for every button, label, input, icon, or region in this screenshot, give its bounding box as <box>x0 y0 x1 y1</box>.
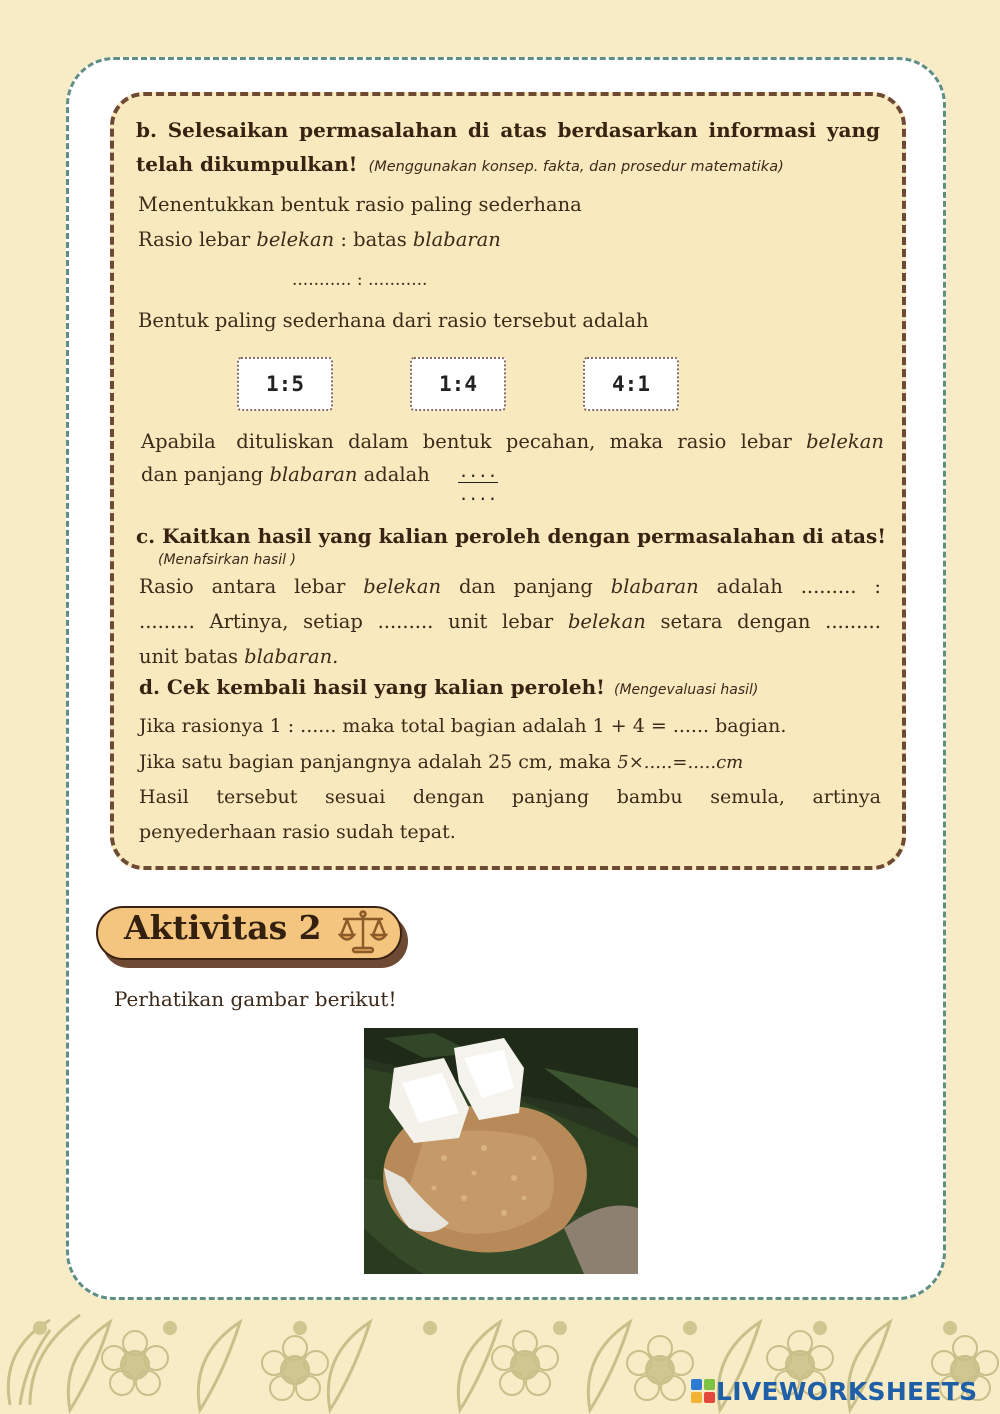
word: dengan <box>412 786 485 808</box>
word: pecahan, <box>505 430 596 453</box>
word: lebar <box>740 430 792 453</box>
liveworksheets-logo[interactable] <box>690 1374 977 1408</box>
word: yang <box>826 118 880 142</box>
term-blabaran: blabaran. <box>244 645 339 668</box>
text: Rasio lebar <box>138 228 257 251</box>
option-ratio-4-1[interactable]: 4:1 <box>583 357 679 411</box>
word: belekan <box>363 575 442 598</box>
activity-title: Aktivitas 2 <box>124 908 322 947</box>
section-d-heading-row <box>139 675 758 699</box>
section-d-note: (Mengevaluasi hasil) <box>614 682 759 698</box>
section-b-heading-line1 <box>136 118 880 142</box>
ratio-answer-blank[interactable]: ........... : ........... <box>292 270 428 290</box>
option-ratio-1-4[interactable]: 1:4 <box>410 357 506 411</box>
word: di <box>468 118 490 142</box>
word: lebar <box>294 575 346 598</box>
liveworksheets-icon <box>690 1378 716 1404</box>
calculation-blank[interactable]: 5×.....=.....cm <box>617 752 744 773</box>
text: : batas <box>334 228 413 251</box>
word: Hasil <box>139 786 189 808</box>
word: permasalahan <box>299 118 458 142</box>
word: maka <box>609 430 664 453</box>
word: belekan <box>567 610 646 633</box>
word: : <box>874 575 881 598</box>
term-blabaran: blabaran <box>269 463 358 486</box>
word: Artinya, <box>209 610 289 633</box>
word: setara <box>660 610 723 633</box>
section-b-line2 <box>138 228 501 251</box>
word: informasi <box>708 118 817 142</box>
word: Apabila <box>141 430 216 453</box>
word: antara <box>211 575 277 598</box>
section-c-line1 <box>139 575 881 598</box>
text: dan panjang <box>141 463 270 486</box>
text: unit batas <box>139 645 245 668</box>
word: dituliskan <box>230 430 334 453</box>
section-c-note: (Menafsirkan hasil ) <box>158 552 296 568</box>
section-b-heading-line2: telah dikumpulkan! <box>136 152 358 176</box>
word: lebar <box>502 610 554 633</box>
section-c-line2 <box>139 610 881 633</box>
word: dengan <box>737 610 811 633</box>
activity-instruction: Perhatikan gambar berikut! <box>114 987 397 1011</box>
word: bentuk <box>422 430 492 453</box>
word: tersebut <box>216 786 298 808</box>
word: Selesaikan <box>167 118 289 142</box>
word: belekan <box>806 430 884 453</box>
section-d-line3 <box>139 786 881 808</box>
fraction-line1 <box>141 430 884 453</box>
term-blabaran: blabaran <box>412 228 501 251</box>
word: atas <box>500 118 547 142</box>
word: sesuai <box>324 786 386 808</box>
section-d-heading: d. Cek kembali hasil yang kalian peroleh! <box>139 675 605 699</box>
option-ratio-1-5[interactable]: 1:5 <box>237 357 333 411</box>
word: berdasarkan <box>557 118 698 142</box>
scale-icon <box>338 908 388 956</box>
word: unit <box>448 610 488 633</box>
section-b-line1: Menentukkan bentuk rasio paling sederhana <box>138 193 582 216</box>
word[interactable]: ......... <box>377 610 434 633</box>
word: bambu <box>616 786 683 808</box>
word: semula, <box>710 786 785 808</box>
term-belekan: belekan <box>256 228 335 251</box>
fraction-numerator[interactable]: .... <box>458 462 498 481</box>
liveworksheets-wordmark: LIVEWORKSHEETS <box>716 1376 978 1406</box>
word: panjang <box>513 575 593 598</box>
section-b-note: (Menggunakan konsep. fakta, dan prosedur matematika) <box>368 159 784 175</box>
section-d-line2 <box>139 751 743 773</box>
fraction-denominator[interactable]: .... <box>458 485 498 504</box>
word: dan <box>458 575 496 598</box>
text: adalah <box>357 463 430 486</box>
word: panjang <box>511 786 590 808</box>
section-b-heading-line2-row <box>136 152 784 176</box>
word: Rasio <box>139 575 194 598</box>
section-d-line1: Jika rasionya 1 : ...... maka total bagian adalah 1 + 4 = ...... bagian. <box>139 715 787 737</box>
word: dalam <box>348 430 409 453</box>
word: artinya <box>812 786 881 808</box>
fraction-answer[interactable] <box>458 462 498 507</box>
fraction-line2 <box>141 463 430 486</box>
section-b-line3: Bentuk paling sederhana dari rasio tersebut adalah <box>138 309 649 332</box>
section-c-heading: c. Kaitkan hasil yang kalian peroleh dengan permasalahan di atas! <box>136 524 887 548</box>
word: adalah <box>716 575 783 598</box>
text: Jika satu bagian panjangnya adalah 25 cm, maka <box>139 751 618 773</box>
word[interactable]: ......... <box>825 610 881 633</box>
word: blabaran <box>610 575 699 598</box>
word: rasio <box>677 430 727 453</box>
section-c-line3 <box>139 645 338 668</box>
word: b. <box>136 118 157 142</box>
section-d-line4: penyederhaan rasio sudah tepat. <box>139 821 456 843</box>
word[interactable]: ......... <box>800 575 857 598</box>
word: setiap <box>303 610 363 633</box>
food-photo <box>364 1028 638 1274</box>
word[interactable]: ......... <box>139 610 195 633</box>
